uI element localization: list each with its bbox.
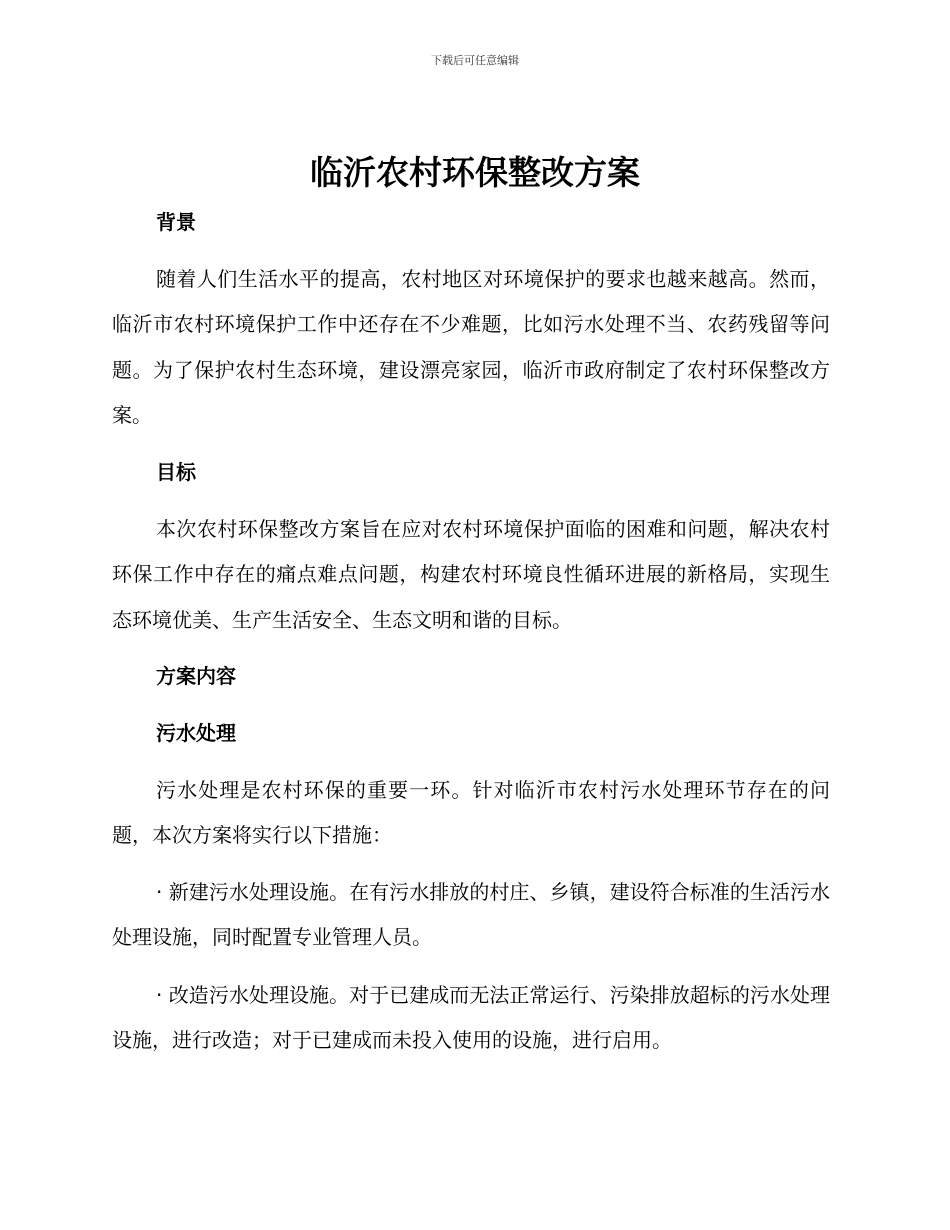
document-title: 临沂农村环保整改方案 — [310, 153, 640, 192]
paragraph-goal: 本次农村环保整改方案旨在应对农村环境保护面临的困难和问题，解决农村环保工作中存在的痛点难点问题，构建农村环境良性循环进展的新格局，实现生态环境优美、生产生活安全、生态文明和谐的目标。 — [112, 517, 830, 632]
list-item: · 新建污水处理设施。在有污水排放的村庄、乡镇，建设符合标准的生活污水处理设施，同时配置专业管理人员。 — [112, 880, 830, 950]
list-item: · 改造污水处理设施。对于已建成而无法正常运行、污染排放超标的污水处理设施，进行改造；对于已建成而未投入使用的设施，进行启用。 — [112, 983, 830, 1053]
section-heading-goal: 目标 — [156, 460, 196, 484]
page-header-note: 下载后可任意编辑 — [431, 54, 519, 67]
section-heading-content: 方案内容 — [156, 664, 236, 688]
section-heading-background: 背景 — [156, 210, 196, 234]
paragraph-sewage: 污水处理是农村环保的重要一环。针对临沂市农村污水处理环节存在的问题，本次方案将实行以下措施： — [112, 778, 830, 848]
paragraph-background: 随着人们生活水平的提高，农村地区对环境保护的要求也越来越高。然而，临沂市农村环境保护工作中还存在不少难题，比如污水处理不当、农药残留等问题。为了保护农村生态环境，建设漂亮家园，临沂市政府制定了农村环保整改方案。 — [112, 267, 830, 428]
section-heading-sewage: 污水处理 — [156, 721, 236, 745]
